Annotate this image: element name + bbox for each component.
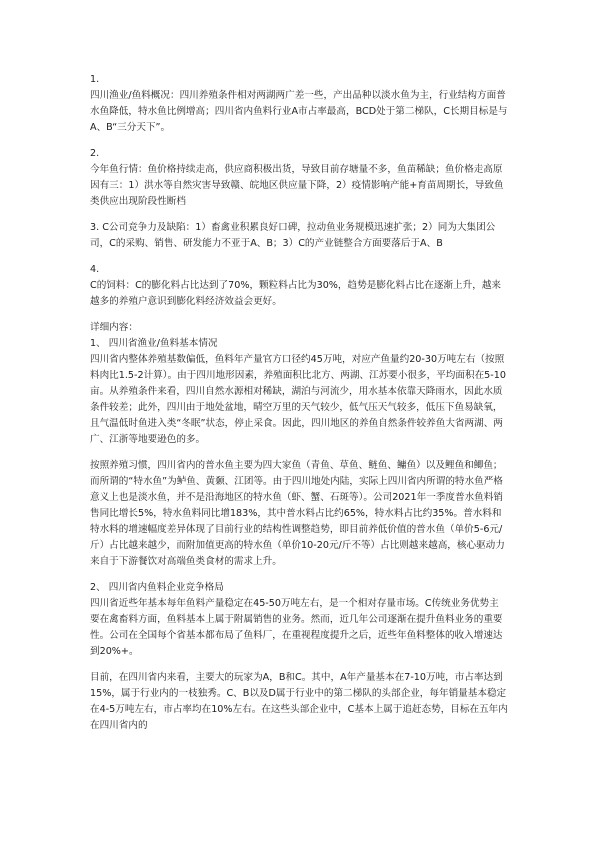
document-body — [90, 72, 508, 734]
detail-section-2-paragraph-2: 目前，在四川省内来看，主要大的玩家为A，B和C。其中，A年产量基本在7-10万吨，市占率达到15%，属于行业内的一枝独秀。C、B以及D属于行业中的第二梯队的头部企业，每年销量基本稳定在4-5万吨左右，市占率均在10%左右。在这些头部企业中，C基本上属于追赶态势，目标在五年内在四川省内的 — [90, 672, 508, 731]
detail-section-1-paragraph-2: 按照养殖习惯，四川省内的普水鱼主要为四大家鱼（青鱼、草鱼、鲢鱼、鳙鱼）以及鲤鱼和鲫鱼；而所谓的“特水鱼”为鲈鱼、黄颡、江团等。由于四川地处内陆，实际上四川省内所谓的特水鱼严格意义上也是淡水鱼，并不是沿海地区的特水鱼（虾、蟹、石斑等）。公司2021年一季度普水鱼料销售同比增长5%，特水鱼料同比增183%，其中普水料占比约65%，特水料占比约35%。普水料和特水料的增速幅度差异体现了目前行业的结构性调整趋势，即目前养低价值的普水鱼（单价5-6元/斤）占比越来越少，而附加值更高的特水鱼（单价10-20元/斤不等）占比则越来越高，核心驱动力来自于下游餐饮对高端鱼类食材的需求上升。 — [90, 460, 505, 567]
spacer — [90, 570, 508, 580]
detail-section-1-paragraph-1: 四川省内整体养殖基数偏低，鱼料年产量官方口径约45万吨，对应产鱼量约20-30万吨左右（按照料肉比1.5-2计算）。由于四川地形因素，养殖面积比北方、两湖、江苏要小很多，平均面积在5-10亩。从养殖条件来看，四川自然水源相对稀缺，湖泊与河流少，用水基本依靠天降雨水，因此水质条件较差；此外，四川由于地处盆地，晴空万里的天气较少，低气压天气较多，低压下鱼易缺氧，且气温低时鱼进入类“冬眠”状态，停止采食。因此，四川地区的养鱼自然条件较养鱼大省两湖、两广、江浙等地要逊色的多。 — [90, 354, 506, 445]
spacer — [90, 310, 508, 320]
spacer — [90, 660, 508, 670]
detail-heading: 详细内容： — [90, 322, 138, 333]
spacer — [90, 252, 508, 262]
detail-section-2-title: 2、 四川省内鱼料企业竞争格局 — [90, 582, 224, 593]
detail-section-2-paragraph-1: 四川省近些年基本每年鱼料产量稳定在45-50万吨左右，是一个相对存量市场。C传统业务优势主要在禽畜料方面，鱼料基本上属于附属销售的业务。然而，近几年公司逐渐在提升鱼料业务的重要性。公司在全国每个省基本都布局了鱼料厂，在重视程度提升之后，近些年鱼料整体的收入增速达到20%+。 — [90, 598, 503, 657]
section-3-summary: 3. C公司竞争力及缺陷：1）畜禽业积累良好口碑，拉动鱼业务规模迅速扩张；2）同为大集团公司，C的采购、销售、研发能力不亚于A、B；3）C的产业链整合方面要落后于A、B — [90, 222, 496, 249]
spacer — [90, 136, 508, 146]
section-1-summary: 四川渔业/鱼料概况：四川养殖条件相对两湖两广差一些，产出品种以淡水鱼为主，行业结构方面普水鱼降低，特水鱼比例增高；四川省内鱼料行业A市占率最高，BCD处于第二梯队，C长期目标是与A、B“三分天下”。 — [90, 90, 508, 133]
section-2-summary: 今年鱼行情：鱼价格持续走高，供应商积极出货，导致目前存塘量不多，鱼苗稀缺；鱼价格走高原因有三：1）洪水等自然灾害导致赣、皖地区供应量下降，2）疫情影响产能+育苗周期长，导致鱼类供应出现阶段性断档 — [90, 164, 504, 207]
detail-section-1-title: 1、 四川省渔业/鱼料基本情况 — [90, 338, 218, 349]
section-4-summary: C的饲料：C的膨化料占比达到了70%，颗粒料占比为30%，趋势是膨化料占比在逐渐上升，越来越多的养殖户意识到膨化料经济效益会更好。 — [90, 280, 502, 307]
spacer — [90, 448, 508, 458]
spacer — [90, 210, 508, 220]
section-1-number: 1. — [90, 74, 100, 85]
section-4-number: 4. — [90, 264, 100, 275]
section-2-number: 2. — [90, 148, 100, 159]
